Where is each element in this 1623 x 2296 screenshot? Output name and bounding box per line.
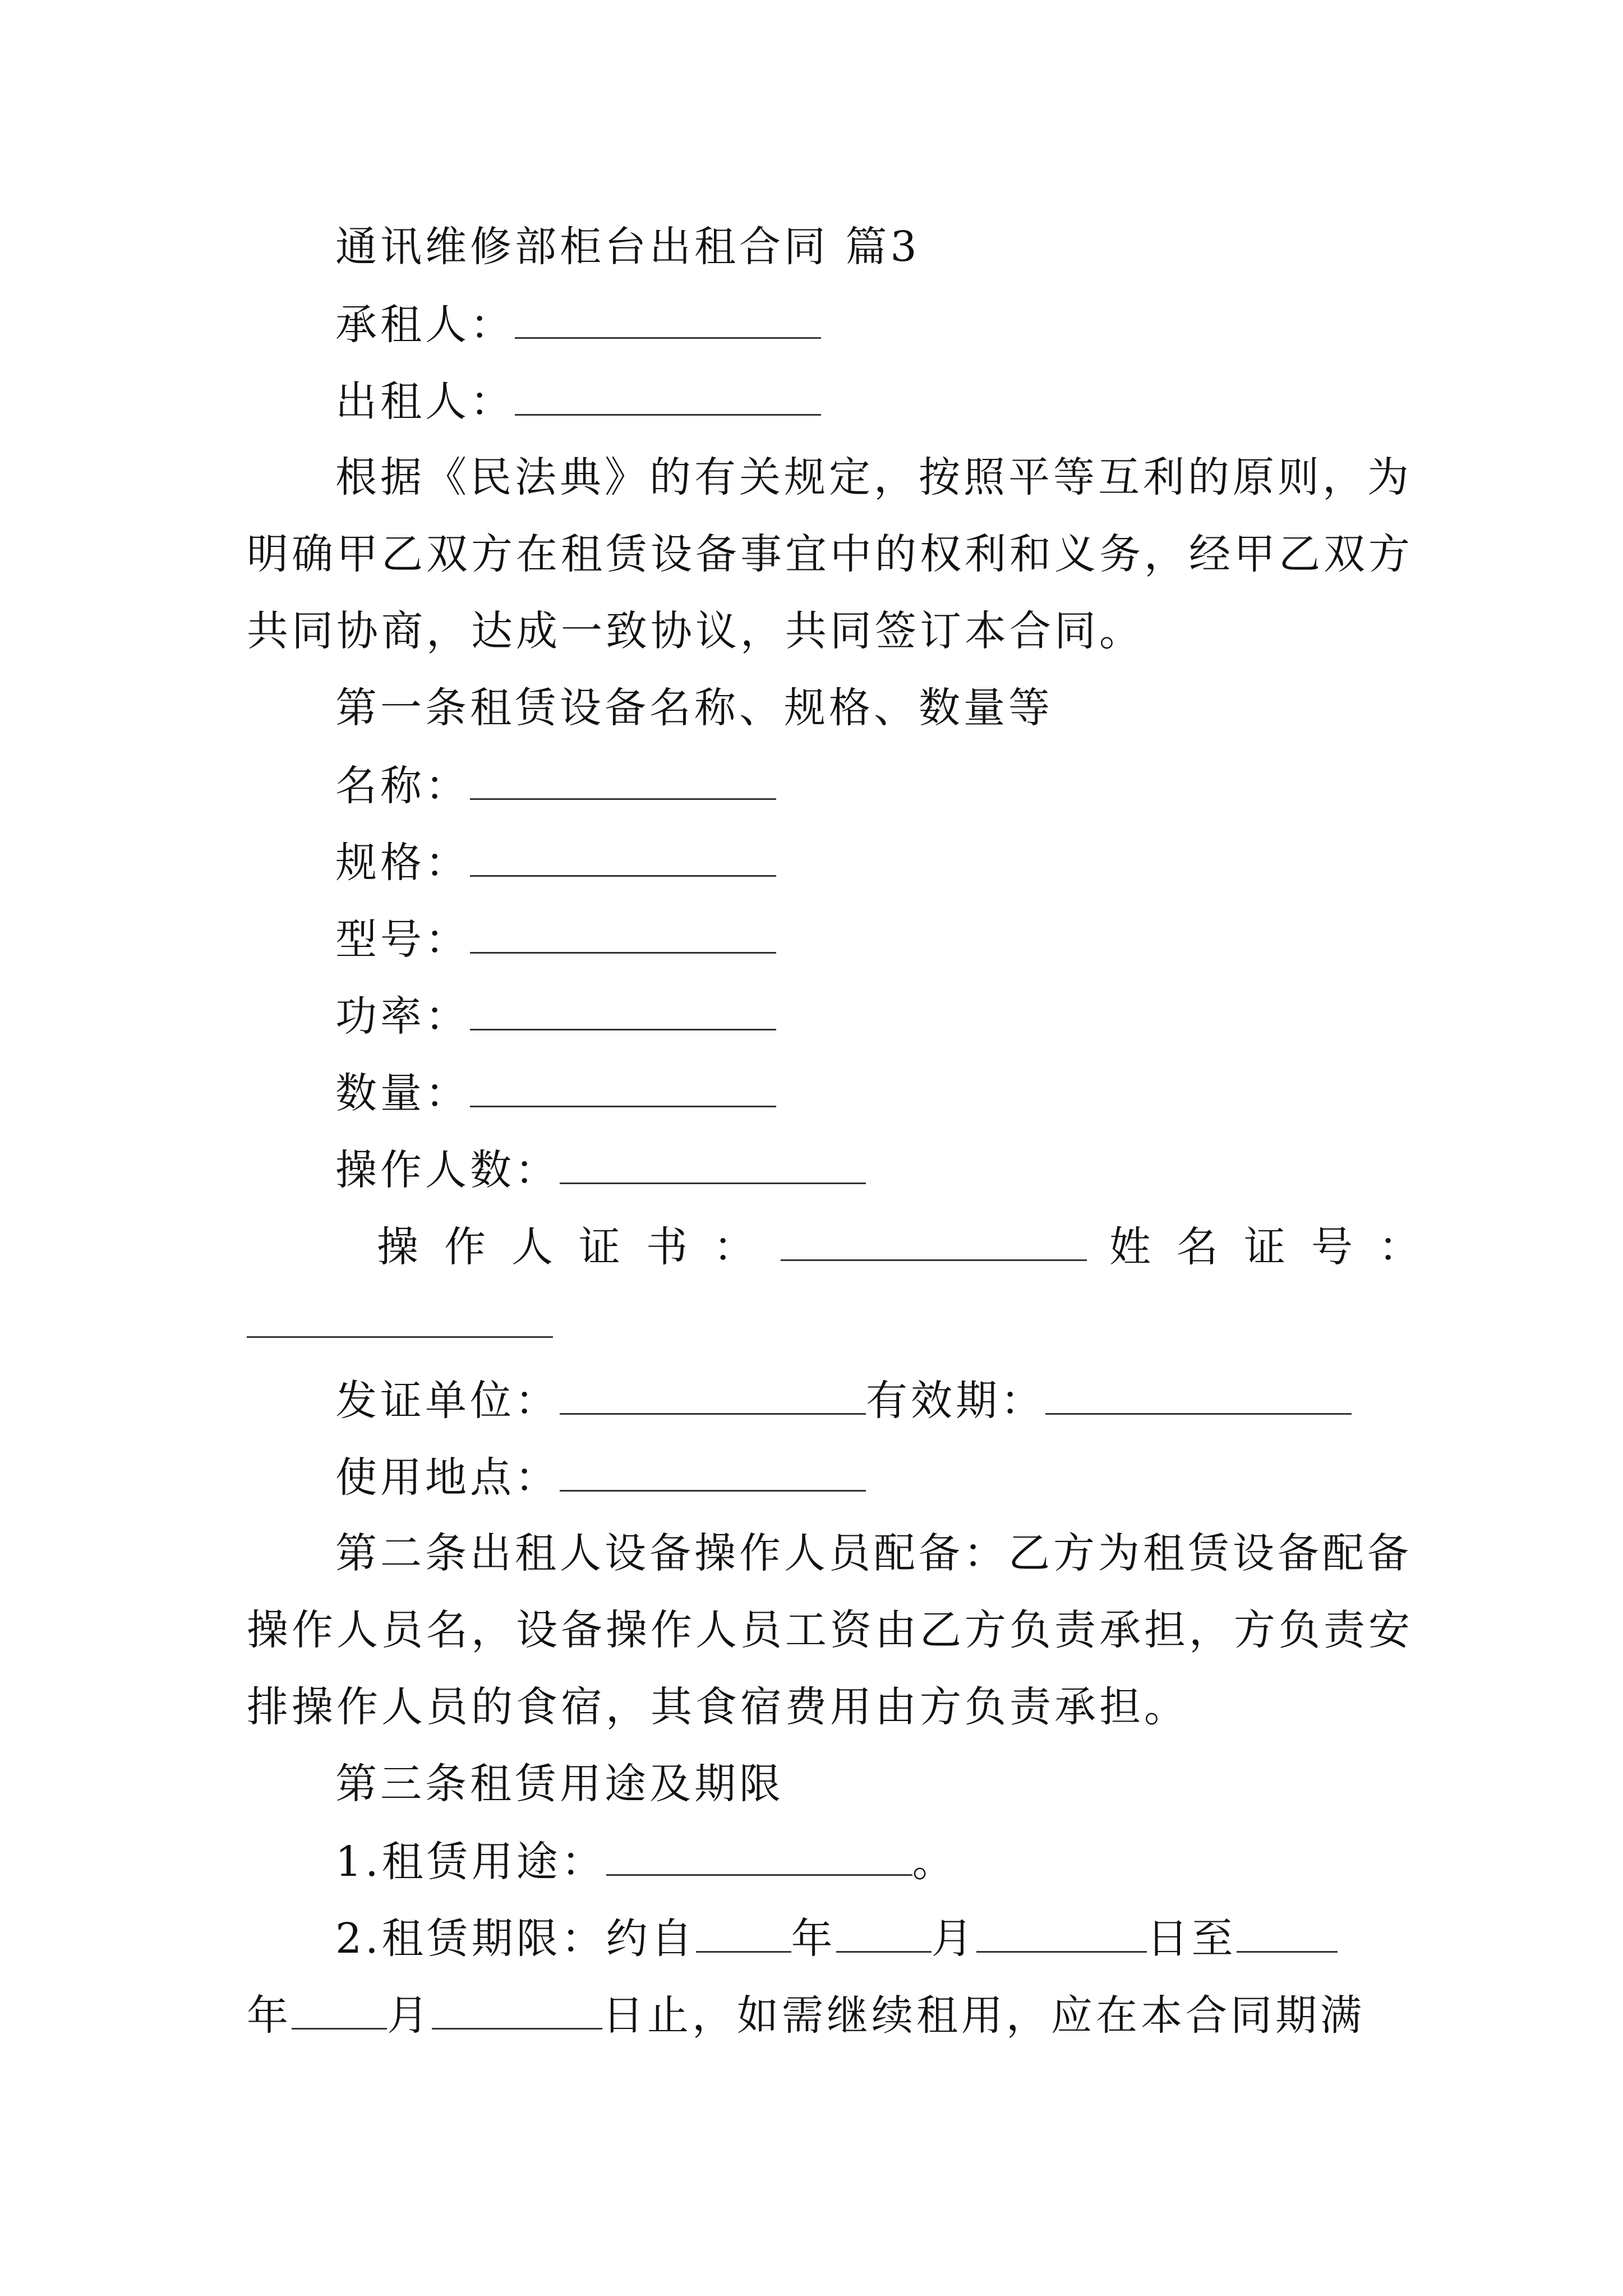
location-blank xyxy=(560,1448,866,1492)
certificate-line xyxy=(377,1218,1446,1274)
start-month-text: 月 xyxy=(931,1915,976,1963)
quantity-line xyxy=(335,1064,776,1120)
model-line xyxy=(335,910,776,967)
article3-heading xyxy=(335,1756,784,1812)
spec-blank xyxy=(470,834,776,877)
article2-text-1: 第二条出租人设备操作人员配备：乙方为租赁设备配备 xyxy=(335,1529,1412,1577)
article2-text-3: 排操作人员的食宿，其食宿费用由方负责承担。 xyxy=(247,1683,1189,1731)
operators-label: 操作人数： xyxy=(335,1146,560,1194)
start-year-blank xyxy=(696,1910,791,1953)
spec-label: 规格： xyxy=(335,839,470,887)
location-line xyxy=(335,1448,866,1504)
name-line xyxy=(335,757,776,813)
issuer-blank xyxy=(560,1372,866,1415)
model-blank xyxy=(470,910,776,954)
end-year-text: 年 xyxy=(247,1991,292,2040)
power-line xyxy=(335,987,776,1043)
issuer-line xyxy=(335,1372,1352,1428)
certificate-blank xyxy=(781,1218,1087,1261)
start-day-to-text: 日至 xyxy=(1146,1915,1237,1963)
name-id-blank-line xyxy=(247,1295,553,1351)
lessor-label: 出租人： xyxy=(335,378,515,426)
operators-line xyxy=(335,1141,866,1197)
name-id-label: 姓名证号： xyxy=(1109,1223,1446,1271)
location-label: 使用地点： xyxy=(335,1453,560,1502)
article3-heading-text: 第三条租赁用途及期限 xyxy=(335,1760,784,1808)
validity-label: 有效期： xyxy=(866,1377,1045,1425)
preamble-line-3 xyxy=(247,603,1144,659)
document-title xyxy=(335,219,920,275)
name-label: 名称： xyxy=(335,762,470,810)
start-month-blank xyxy=(836,1910,932,1953)
lessee-blank xyxy=(515,296,821,339)
article1-heading xyxy=(335,680,1053,736)
use-line xyxy=(335,1833,957,1889)
article2-line-2 xyxy=(247,1602,1413,1658)
term-line-2 xyxy=(247,1986,1365,2042)
preamble-text-1: 根据《民法典》的有关规定，按照平等互利的原则，为 xyxy=(335,453,1412,501)
preamble-line-2 xyxy=(247,526,1413,582)
use-blank xyxy=(606,1833,912,1876)
name-id-blank xyxy=(247,1295,553,1338)
quantity-blank xyxy=(470,1064,776,1107)
preamble-line-1 xyxy=(335,449,1412,505)
power-label: 功率： xyxy=(335,992,470,1041)
article1-heading-text: 第一条租赁设备名称、规格、数量等 xyxy=(335,684,1053,732)
end-month-blank xyxy=(292,1986,387,2030)
start-year-text: 年 xyxy=(791,1915,836,1963)
term-label: 2.租赁期限：约自 xyxy=(335,1915,696,1963)
lessee-label: 承租人： xyxy=(335,301,515,349)
issuer-label: 发证单位： xyxy=(335,1377,560,1425)
operators-blank xyxy=(560,1141,866,1184)
validity-blank xyxy=(1045,1372,1352,1415)
term-line xyxy=(335,1910,1338,1966)
power-blank xyxy=(470,987,776,1030)
end-day-blank xyxy=(432,1986,602,2030)
use-end: 。 xyxy=(912,1838,957,1886)
end-month-text: 月 xyxy=(387,1991,432,2040)
article2-line-1 xyxy=(335,1525,1412,1581)
article2-text-2: 操作人员名，设备操作人员工资由乙方负责承担，方负责安 xyxy=(247,1606,1413,1654)
term-end-text: 日止，如需继续租用，应在本合同期满 xyxy=(602,1991,1365,2040)
spec-line xyxy=(335,834,776,890)
article2-line-3 xyxy=(247,1679,1189,1735)
lessor-blank xyxy=(515,372,821,416)
lessee-line xyxy=(335,296,821,352)
name-blank xyxy=(470,757,776,800)
preamble-text-3: 共同协商，达成一致协议，共同签订本合同。 xyxy=(247,607,1144,655)
end-year-blank xyxy=(1237,1910,1338,1953)
model-label: 型号： xyxy=(335,915,470,964)
preamble-text-2: 明确甲乙双方在租赁设备事宜中的权利和义务，经甲乙双方 xyxy=(247,530,1413,578)
use-label: 1.租赁用途： xyxy=(335,1838,606,1886)
title-text: 通讯维修部柜台出租合同 篇3 xyxy=(335,223,920,271)
certificate-label: 操作人证书： xyxy=(377,1223,781,1271)
lessor-line xyxy=(335,372,821,429)
start-day-blank xyxy=(976,1910,1147,1953)
quantity-label: 数量： xyxy=(335,1069,470,1117)
